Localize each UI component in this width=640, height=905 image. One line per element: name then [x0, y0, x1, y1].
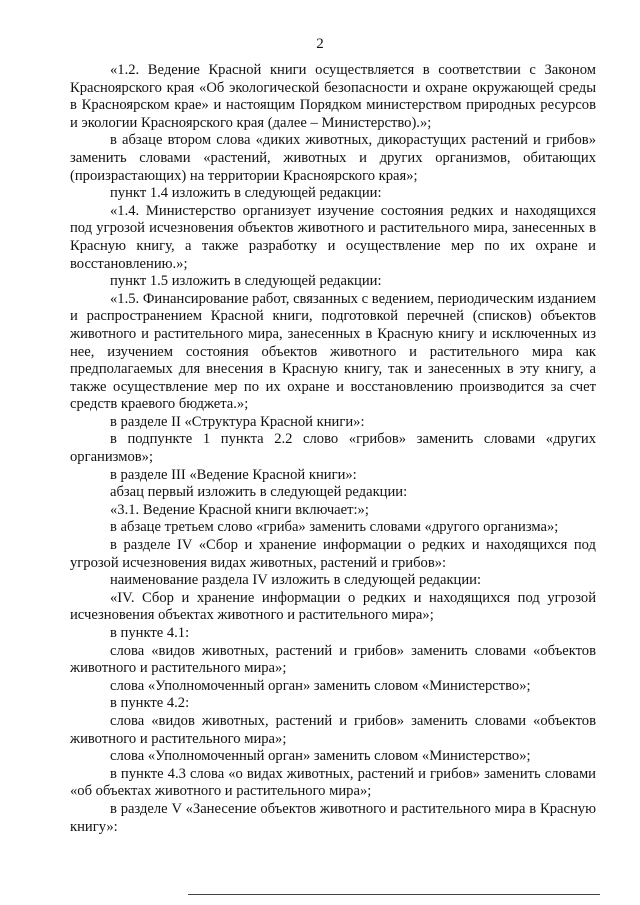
- paragraph: пункт 1.5 изложить в следующей редакции:: [110, 273, 382, 290]
- paragraph: слова «видов животных, растений и грибов» заменить словами «объектов животного и растительного мира»;: [70, 642, 596, 677]
- document-body: [70, 62, 596, 836]
- paragraph: в разделе II «Структура Красной книги»:: [110, 413, 365, 430]
- paragraph: слова «видов животных, растений и грибов» заменить словами «объектов животного и растительного мира»;: [70, 712, 596, 747]
- paragraph: слова «Уполномоченный орган» заменить словом «Министерство»;: [110, 677, 531, 694]
- paragraph: в пункте 4.1:: [110, 625, 190, 641]
- paragraph: абзац первый изложить в следующей редакции:: [110, 484, 408, 501]
- paragraph: в абзаце втором слова «диких животных, дикорастущих растений и грибов» заменить словами «растений, животных и других организмов, обитающих (произрастающих) на территории Красноярского края»;: [70, 132, 596, 184]
- paragraph: «1.2. Ведение Красной книги осуществляется в соответствии с Законом Красноярского края «Об экологической безопасности и охране окружающей среды в Красноярском крае» и настоящим Порядком министерством природных ресурсов и экологии Красноярского края (далее – Министерство).»;: [70, 62, 596, 131]
- paragraph: в разделе IV «Сбор и хранение информации о редких и находящихся под угрозой исчезновения видах животных, растений и грибов»:: [70, 537, 596, 571]
- paragraph: в разделе V «Занесение объектов животного и растительного мира в Красную книгу»:: [70, 800, 596, 835]
- paragraph: пункт 1.4 изложить в следующей редакции:: [110, 185, 382, 202]
- paragraph: «3.1. Ведение Красной книги включает:»;: [110, 501, 369, 518]
- paragraph: «IV. Сбор и хранение информации о редких и находящихся под угрозой исчезновения объектах животного и растительного мира»;: [70, 589, 596, 624]
- paragraph: в пункте 4.3 слова «о видах животных, растений и грибов» заменить словами «об объектах животного и растительного мира»;: [70, 765, 596, 800]
- paragraph: в подпункте 1 пункта 2.2 слово «грибов» заменить словами «других организмов»;: [70, 431, 596, 466]
- paragraph: наименование раздела IV изложить в следующей редакции:: [110, 572, 482, 589]
- bottom-rule: [188, 894, 600, 895]
- paragraph: в абзаце третьем слово «гриба» заменить словами «другого организма»;: [110, 519, 559, 536]
- page-number: 2: [316, 36, 324, 52]
- paragraph: в пункте 4.2:: [110, 695, 190, 712]
- paragraph: в разделе III «Ведение Красной книги»:: [110, 466, 357, 483]
- paragraph: слова «Уполномоченный орган» заменить словом «Министерство»;: [110, 748, 531, 765]
- paragraph: «1.4. Министерство организует изучение состояния редких и находящихся под угрозой исчезновения объектов животного и растительного мира, занесенных в Красную книгу, а также разработку и осуществление мер по их охране и восстановлению.»;: [70, 202, 596, 272]
- paragraph: «1.5. Финансирование работ, связанных с ведением, периодическим изданием и распространением Красной книги, подготовкой перечней (списков) объектов животного и растительного мира, занесенных в Красную книгу и исключенных из нее, изучением состояния объектов животного и растительного мира как предполагаемых для внесения в Красную книгу, так и занесенных в эту книгу, а также осуществление мер по их охране и восстановлению производится за счет средств краевого бюджета.»;: [70, 290, 596, 413]
